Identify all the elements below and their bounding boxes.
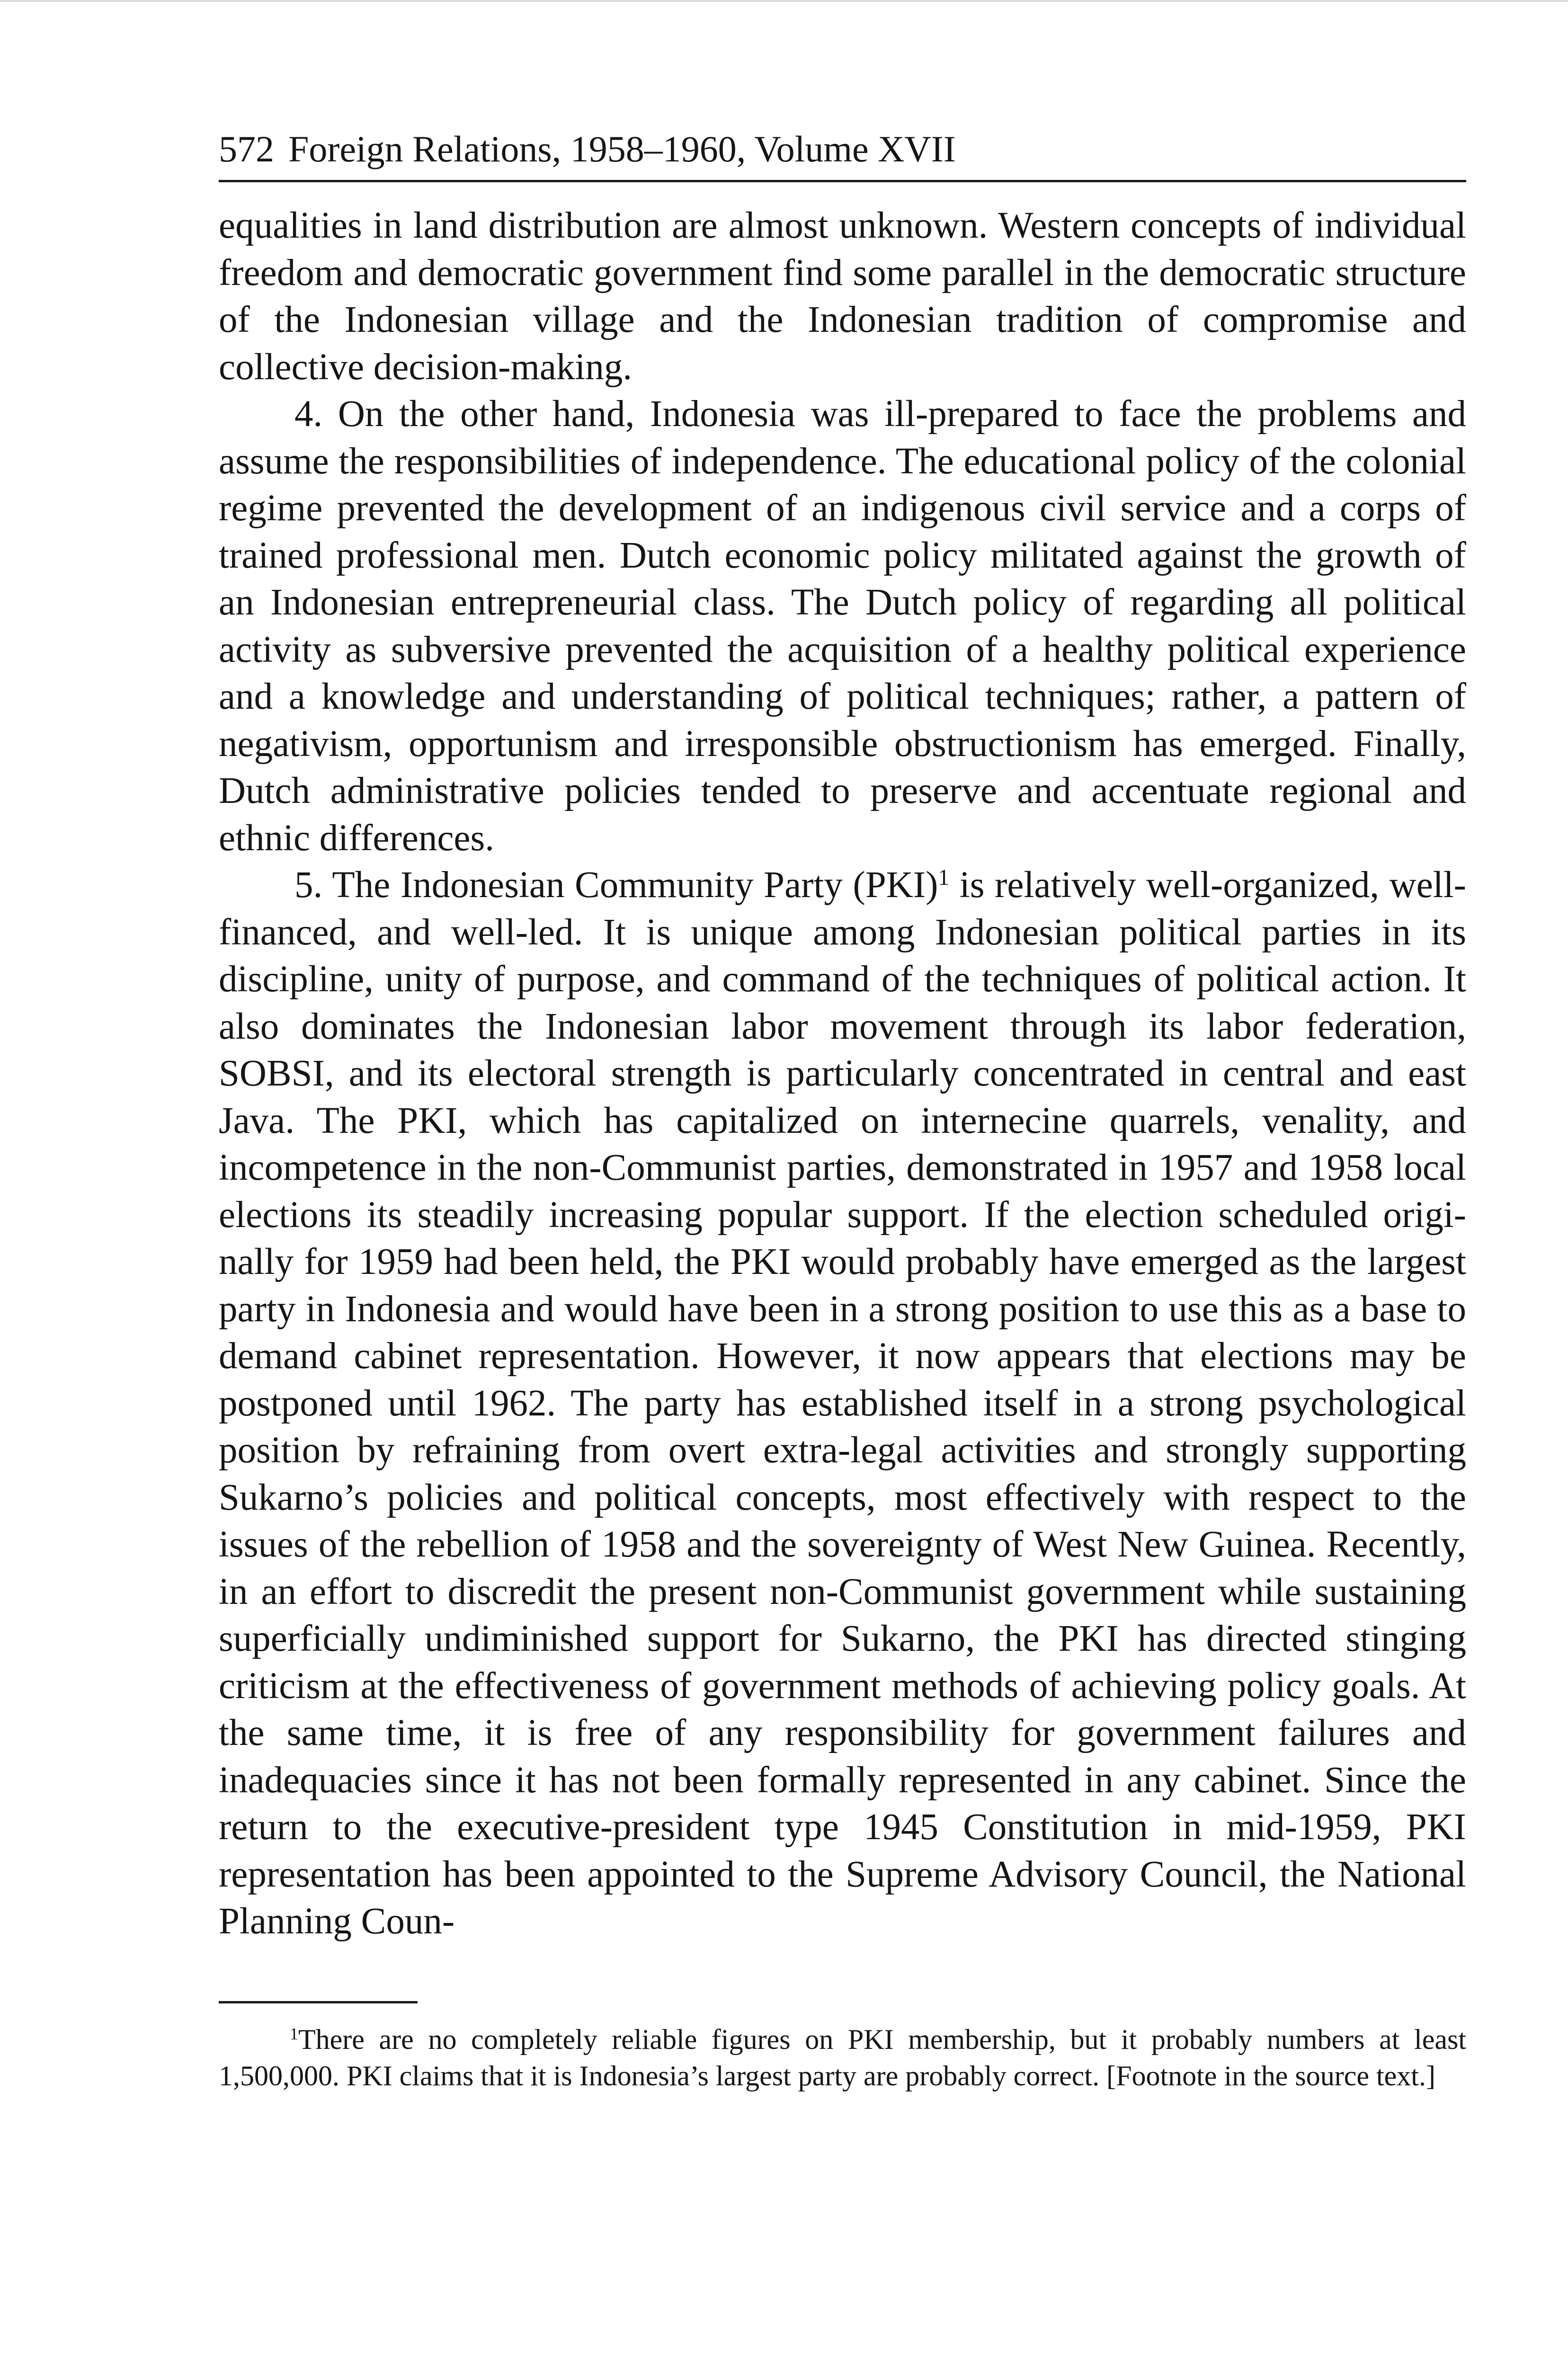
body-text	[219, 202, 1466, 1945]
footnote	[219, 2021, 1466, 2094]
footnote-reference: 1	[938, 865, 950, 890]
page-number: 572	[219, 128, 274, 169]
top-edge-rule	[0, 0, 1568, 2]
footnote-marker: 1	[290, 2024, 298, 2043]
footnote-text: There are no completely reliable figures on PKI membership, but it probably numbers at least 1,500,000. PKI claims that it is Indonesia’s largest party are probably correct. [Footnote in the source text.]	[219, 2023, 1466, 2091]
document-page	[219, 118, 1466, 2367]
running-title: Foreign Relations, 1958–1960, Volume XVII	[288, 128, 956, 169]
footnote-divider	[219, 2001, 418, 2003]
running-head	[219, 118, 1466, 182]
paragraph-5	[219, 862, 1466, 1945]
paragraph-4: 4. On the other hand, Indonesia was ill-prepared to face the problems and assume the responsibilities of independence. The educational policy of the colonial regime prevented the development of an indigenous civil service and a corps of trained professional men. Dutch economic policy militated against the growth of an Indonesian entrepreneurial class. The Dutch policy of regarding all political activity as subversive prevented the acquisition of a healthy political experience and a knowledge and understanding of political techniques; rather, a pattern of negativism, opportunism and irresponsible obstructionism has emerged. Finally, Dutch administrative policies tended to preserve and accentuate regional and ethnic differences.	[219, 393, 1466, 859]
paragraph-5-lead: 5. The Indonesian Community Party (PKI)	[294, 864, 938, 906]
paragraph-continued: equalities in land distribution are almost unknown. Western concepts of individual freedom and democratic government find some parallel in the democratic structure of the Indonesian village and the Indonesian tradition of compromise and collective decision-making.	[219, 205, 1466, 388]
paragraph-5-text: is relatively well-organized, well-financed, and well-led. It is unique among Indonesian political parties in its discipline, unity of purpose, and command of the techniques of political action. It also dominates the Indonesian labor movement through its labor federation, SOBSI, and its electoral strength is particularly concentrated in central and east Java. The PKI, which has capitalized on internecine quarrels, venality, and incompetence in the non-Communist parties, demonstrated in 1957 and 1958 local elections its steadily increasing popular support. If the election scheduled originally for 1959 had been held, the PKI would probably have emerged as the largest party in Indonesia and would have been in a strong position to use this as a base to demand cabinet representation. However, it now appears that elections may be postponed until 1962. The party has established itself in a strong psychological position by refraining from overt extra-legal activities and strongly supporting Sukarno’s policies and political concepts, most effectively with respect to the issues of the rebellion of 1958 and the sovereignty of West New Guinea. Recently, in an effort to discredit the present non-Communist government while sustaining superficially undiminished support for Sukarno, the PKI has directed stinging criticism at the effectiveness of government methods of achieving policy goals. At the same time, it is free of any responsibility for government failures and inadequacies since it has not been formally represented in any cabinet. Since the return to the executive-president type 1945 Constitution in mid-1959, PKI representation has been appointed to the Supreme Advisory Council, the National Planning Coun-	[219, 864, 1466, 1942]
